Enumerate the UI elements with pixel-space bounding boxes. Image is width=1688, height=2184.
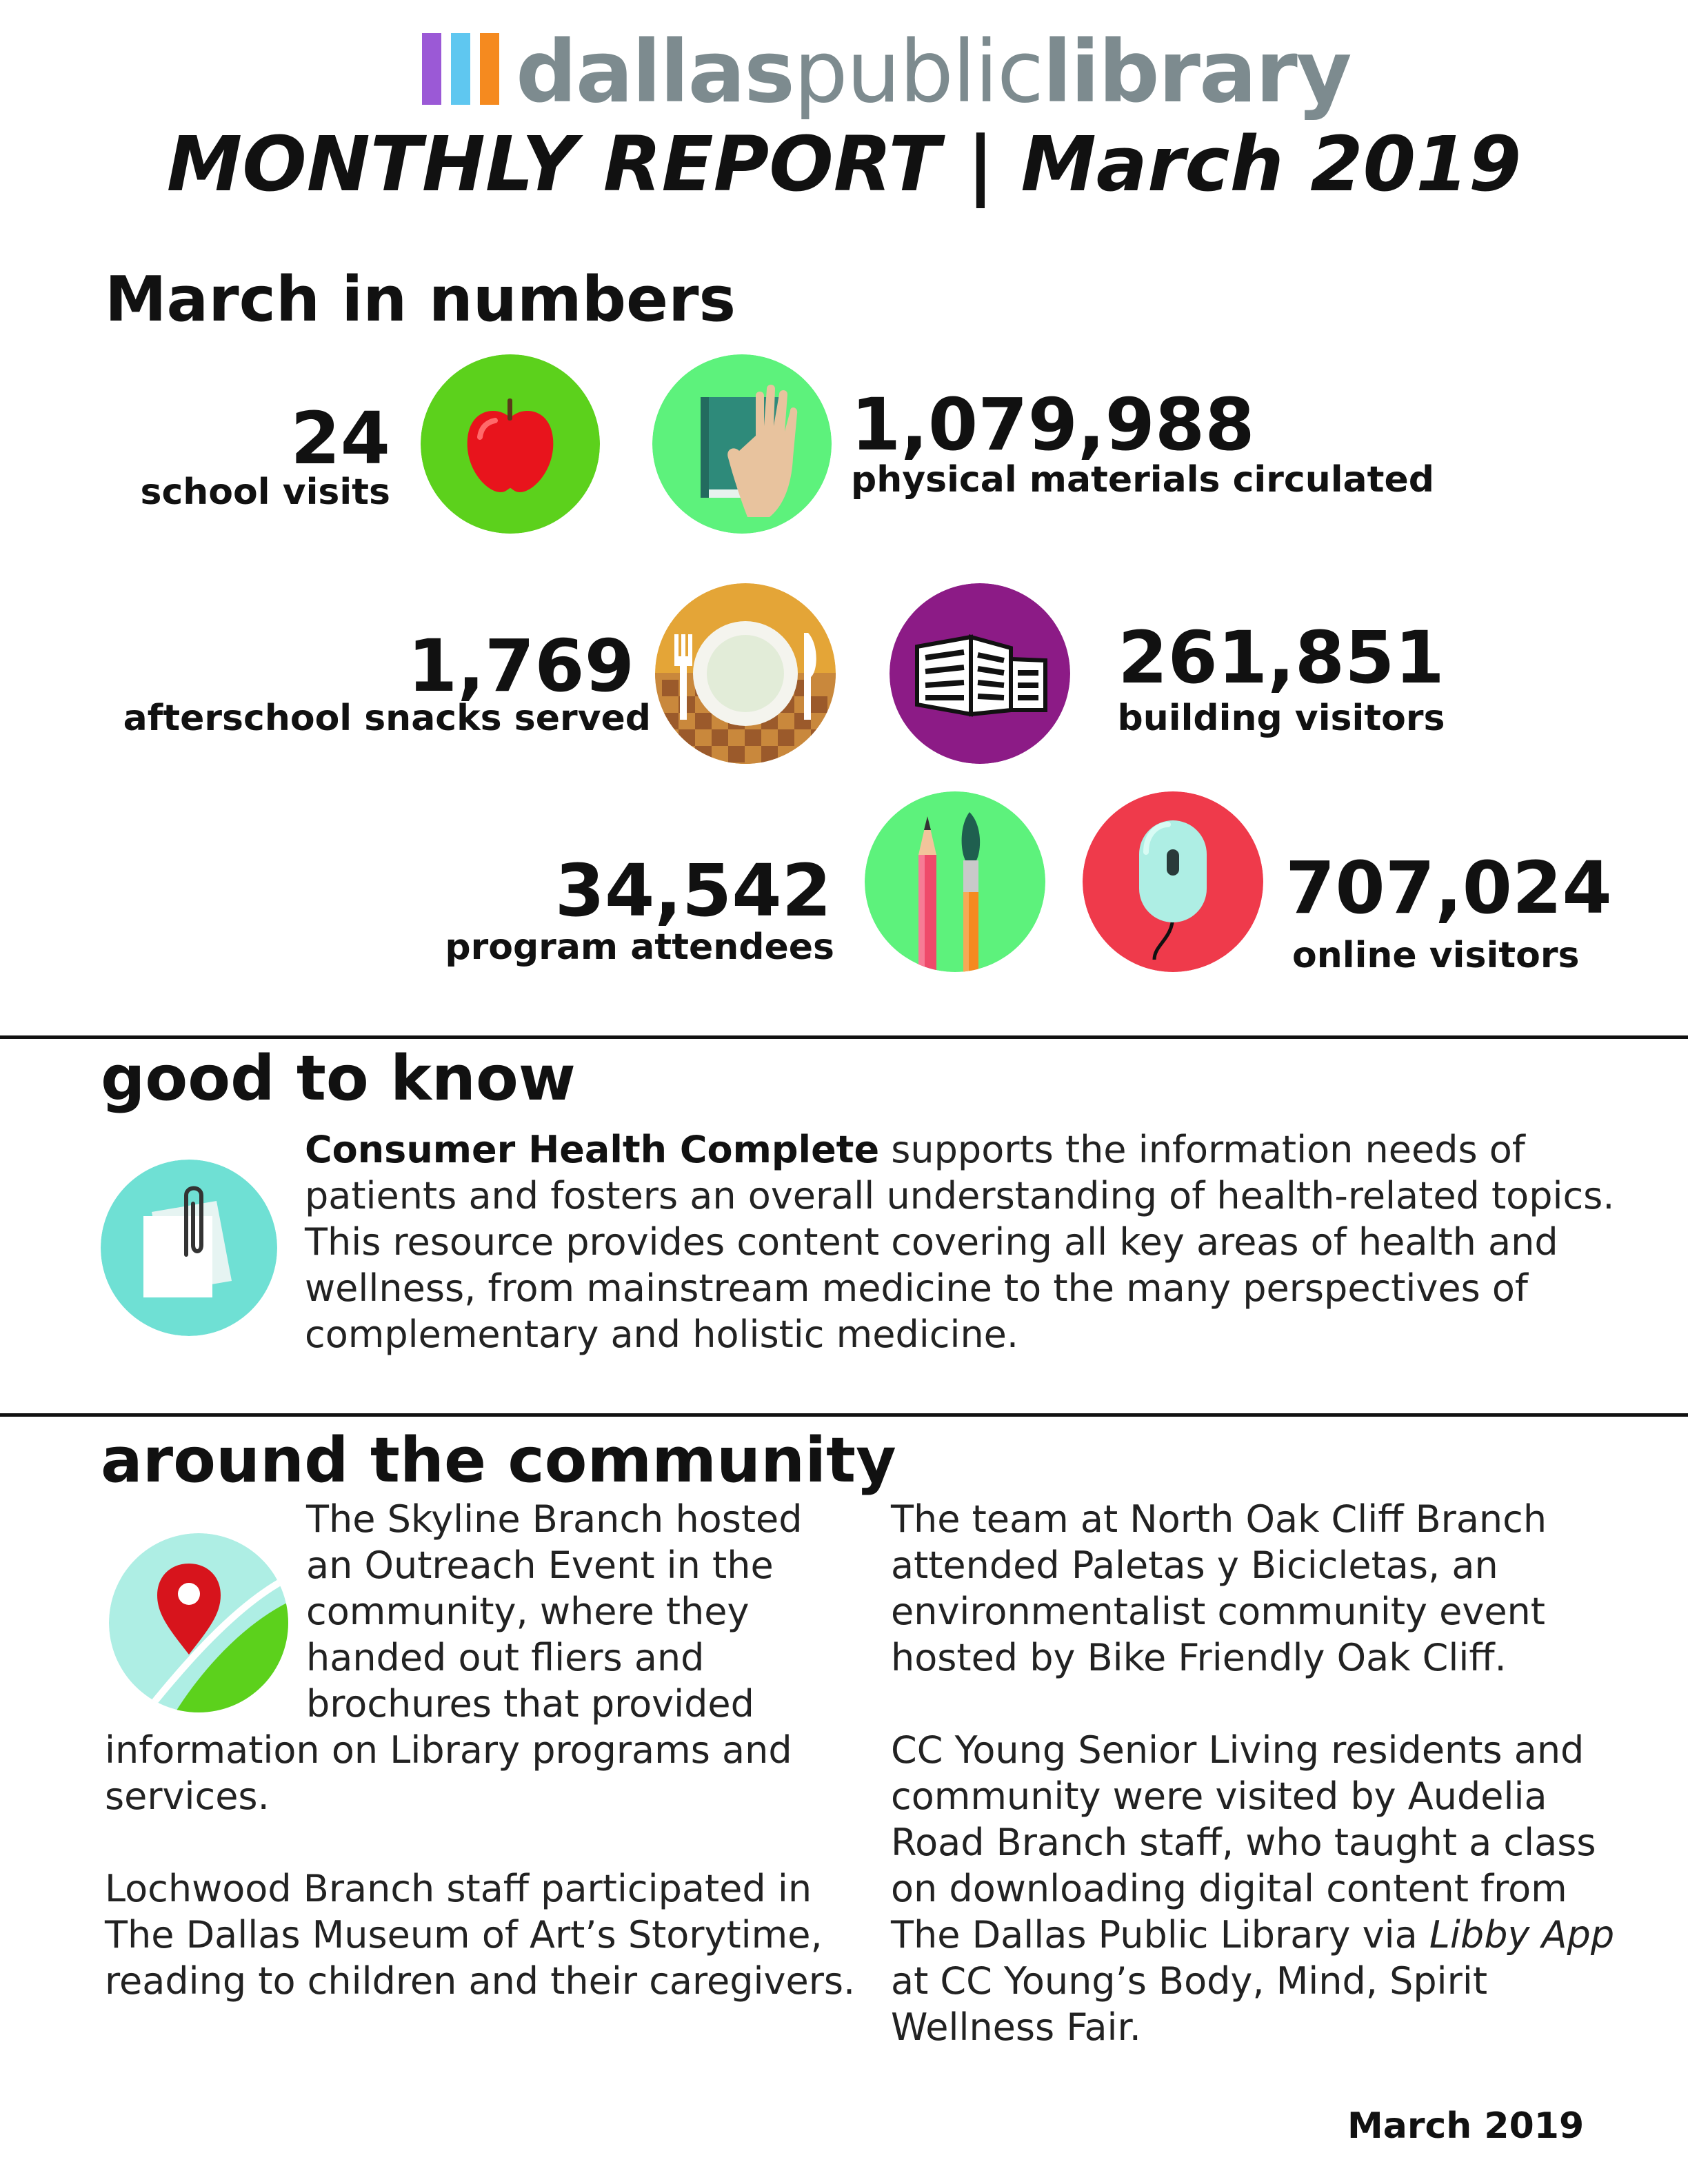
skyline-line-5: brochures that provided	[306, 1682, 754, 1726]
resource-name: Consumer Health Complete	[305, 1128, 880, 1171]
stat-school-visits-value: 24	[290, 396, 390, 481]
stat-online-visitors-label: online visitors	[1292, 935, 1580, 976]
resource-description: supports the information needs of patients and fosters an overall understanding of health-related topics. This resource provides content covering all key areas of health and wellness, from mainstream medicine to the many perspectives of complementary and holistic medicine.	[305, 1128, 1615, 1356]
skyline-paragraph-rest: information on Library programs and services.	[105, 1728, 792, 1818]
lochwood-paragraph: Lochwood Branch staff participated in The Dallas Museum of Art’s Storytime, reading to children and their caregivers.	[105, 1867, 856, 2003]
stat-materials-label: physical materials circulated	[851, 459, 1434, 501]
logo-word-library: library	[1043, 23, 1351, 122]
logo-bar-purple	[422, 33, 441, 105]
stat-program-attendees-label: program attendees	[445, 927, 834, 968]
north-oak-cliff-paragraph: The team at North Oak Cliff Branch attended Paletas y Bicicletas, an environmentalist community event hosted by Bike Friendly Oak Cliff.	[891, 1497, 1547, 1679]
cc-young-text-before: CC Young Senior Living residents and community were visited by Audelia Road Branch staff, who taught a class on downloading digital content from The Dallas Public Library via	[891, 1728, 1596, 1957]
pencil-brush-icon	[865, 791, 1045, 972]
logo-word-dallas: dallas	[516, 23, 794, 122]
skyline-line-2: an Outreach Event in the	[306, 1544, 774, 1587]
libby-app-name: Libby App	[1429, 1913, 1615, 1957]
apple-icon	[421, 354, 600, 534]
numbers-heading: March in numbers	[105, 263, 736, 336]
cc-young-text-after: at CC Young’s Body, Mind, Spirit Wellness Fair.	[891, 1959, 1488, 2049]
good-to-know-text	[305, 1126, 1636, 1357]
stat-snacks-value: 1,769	[408, 624, 634, 708]
skyline-line-3: community, where they	[306, 1590, 750, 1633]
stat-snacks-label: afterschool snacks served	[123, 698, 651, 739]
cc-young-paragraph	[891, 1727, 1633, 2050]
skyline-line-1: The Skyline Branch hosted	[306, 1497, 803, 1541]
logo-bar-blue	[451, 33, 470, 105]
book-hand-icon	[652, 354, 832, 534]
skyline-line-4: handed out fliers and	[306, 1636, 705, 1679]
report-title: MONTHLY REPORT | March 2019	[166, 120, 1522, 208]
mouse-icon	[1083, 791, 1263, 972]
skyline-paragraph-wrapped	[306, 1496, 830, 1727]
logo-word-public: public	[793, 23, 1043, 122]
stat-school-visits-label: school visits	[140, 472, 390, 513]
stat-online-visitors-value: 707,024	[1285, 846, 1612, 930]
stat-building-visitors-value: 261,851	[1118, 616, 1445, 700]
good-to-know-heading: good to know	[101, 1042, 576, 1115]
community-heading: around the community	[101, 1424, 896, 1497]
stat-materials-value: 1,079,988	[851, 383, 1255, 467]
paperclip-icon	[101, 1160, 277, 1336]
divider	[0, 1035, 1688, 1039]
stat-program-attendees-value: 34,542	[554, 849, 832, 933]
logo-bar-orange	[480, 33, 499, 105]
stat-building-visitors-label: building visitors	[1117, 698, 1445, 739]
footer-date: March 2019	[1347, 2105, 1585, 2147]
plate-icon	[655, 583, 836, 764]
divider	[0, 1413, 1688, 1417]
logo-bars	[422, 33, 505, 105]
logo-wordmark	[516, 21, 1351, 124]
map-pin-icon	[109, 1533, 288, 1712]
building-icon	[890, 583, 1070, 764]
